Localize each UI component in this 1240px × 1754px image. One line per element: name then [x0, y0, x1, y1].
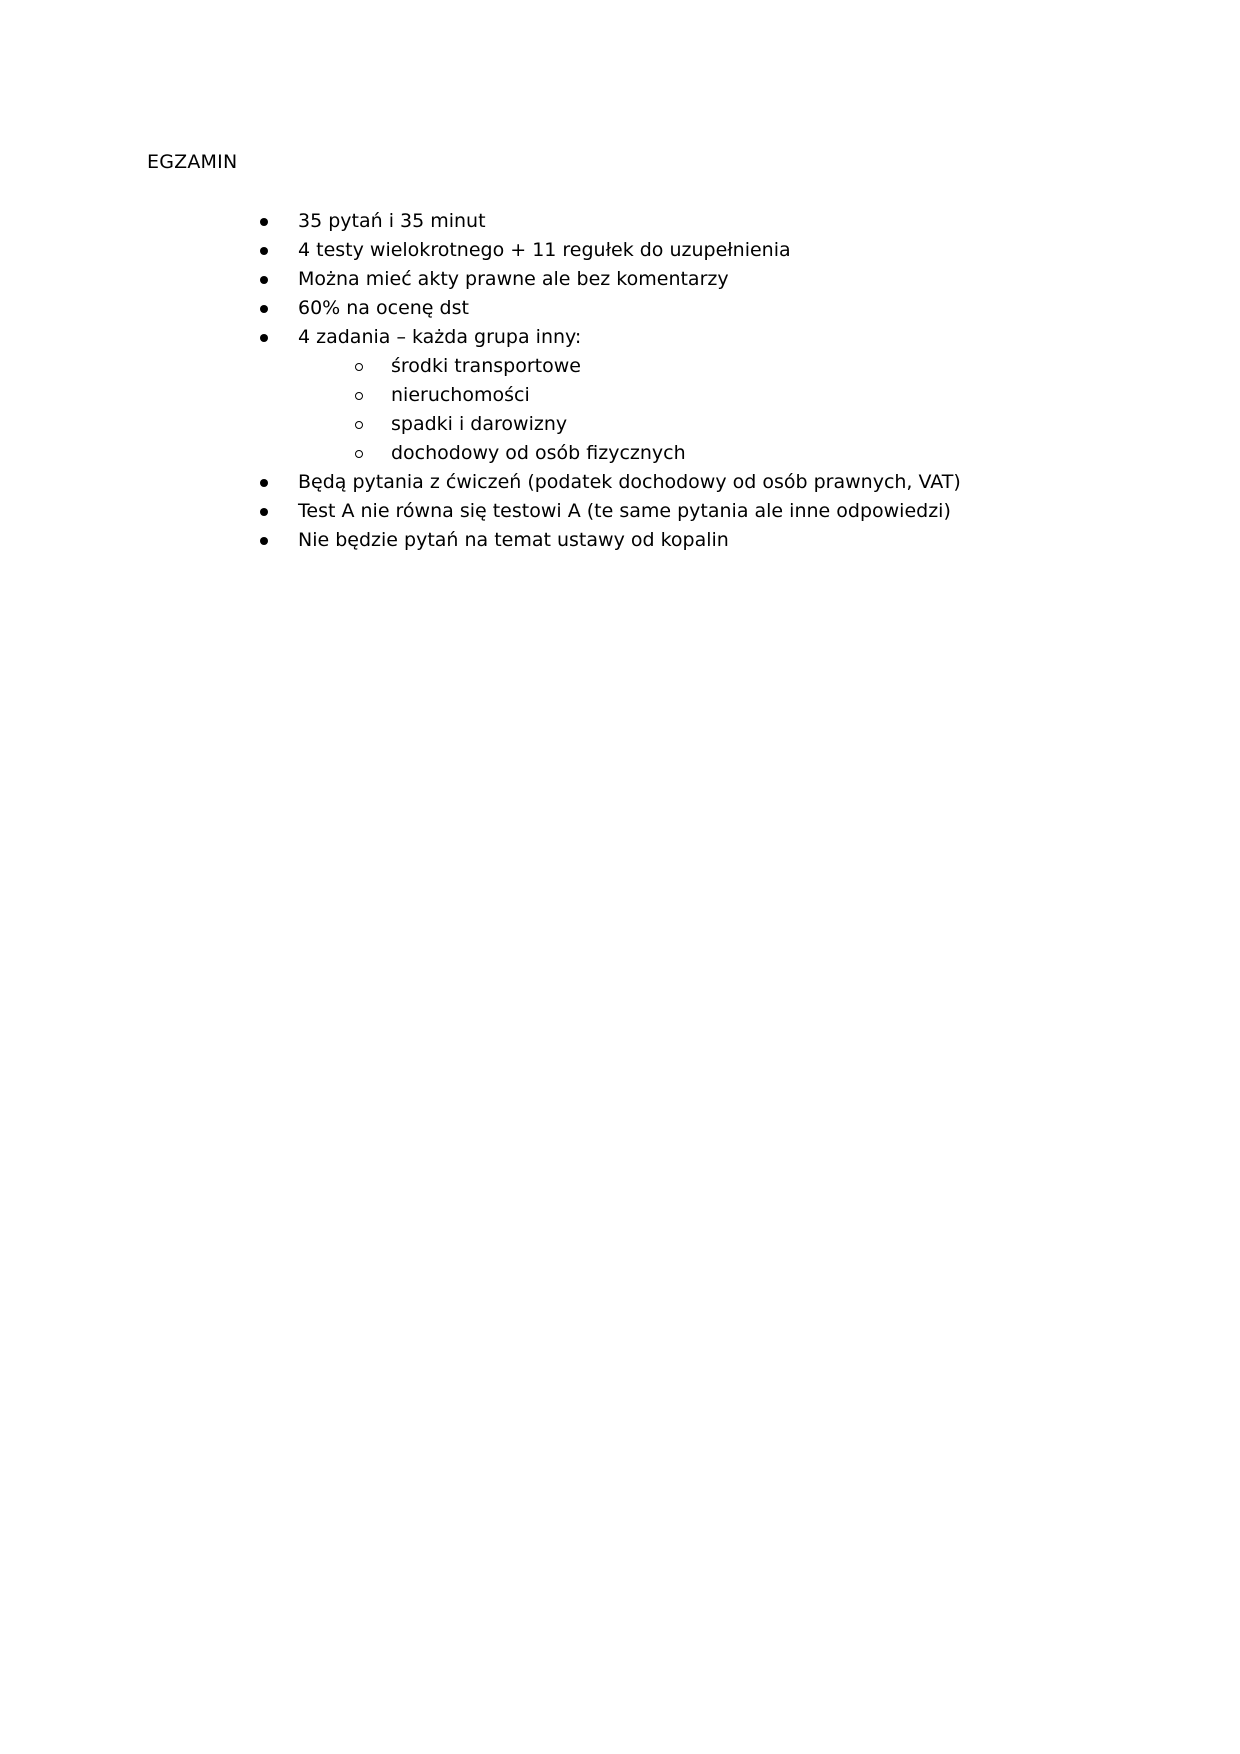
sub-list-item-text: środki transportowe: [391, 355, 581, 377]
bullet-icon: [260, 334, 268, 342]
list-item: [0, 497, 1240, 526]
hollow-bullet-icon: [355, 421, 363, 429]
hollow-bullet-icon: [355, 363, 363, 371]
list-item: [0, 265, 1240, 294]
list-item-text: Nie będzie pytań na temat ustawy od kopalin: [298, 529, 729, 551]
sub-list-item: [0, 381, 1240, 410]
sub-list-item-text: spadki i darowizny: [391, 413, 568, 435]
hollow-bullet-icon: [355, 392, 363, 400]
list-item: [0, 526, 1240, 555]
bullet-icon: [260, 276, 268, 284]
bullet-icon: [260, 508, 268, 516]
sub-list-item-text: nieruchomości: [391, 384, 530, 406]
list-item: [0, 323, 1240, 352]
bullet-icon: [260, 537, 268, 545]
bullet-icon: [260, 218, 268, 226]
sub-list-item: [0, 439, 1240, 468]
bullet-icon: [260, 479, 268, 487]
list-item: [0, 294, 1240, 323]
list-item-text: Można mieć akty prawne ale bez komentarzy: [298, 268, 729, 290]
list-item-text: 4 zadania – każda grupa inny:: [298, 326, 582, 348]
document-title: EGZAMIN: [147, 151, 238, 173]
bullet-icon: [260, 247, 268, 255]
list-item-text: 4 testy wielokrotnego + 11 regułek do uzupełnienia: [298, 239, 791, 261]
list-item: [0, 236, 1240, 265]
bullet-list: [0, 207, 1240, 555]
list-item-text: 35 pytań i 35 minut: [298, 210, 486, 232]
list-item-text: 60% na ocenę dst: [298, 297, 469, 319]
sub-list-item-text: dochodowy od osób fizycznych: [391, 442, 686, 464]
list-item: [0, 468, 1240, 497]
list-item: [0, 207, 1240, 236]
bullet-icon: [260, 305, 268, 313]
hollow-bullet-icon: [355, 450, 363, 458]
list-item-text: Test A nie równa się testowi A (te same pytania ale inne odpowiedzi): [298, 500, 951, 522]
list-item-text: Będą pytania z ćwiczeń (podatek dochodowy od osób prawnych, VAT): [298, 471, 961, 493]
sub-list-item: [0, 352, 1240, 381]
sub-list-item: [0, 410, 1240, 439]
